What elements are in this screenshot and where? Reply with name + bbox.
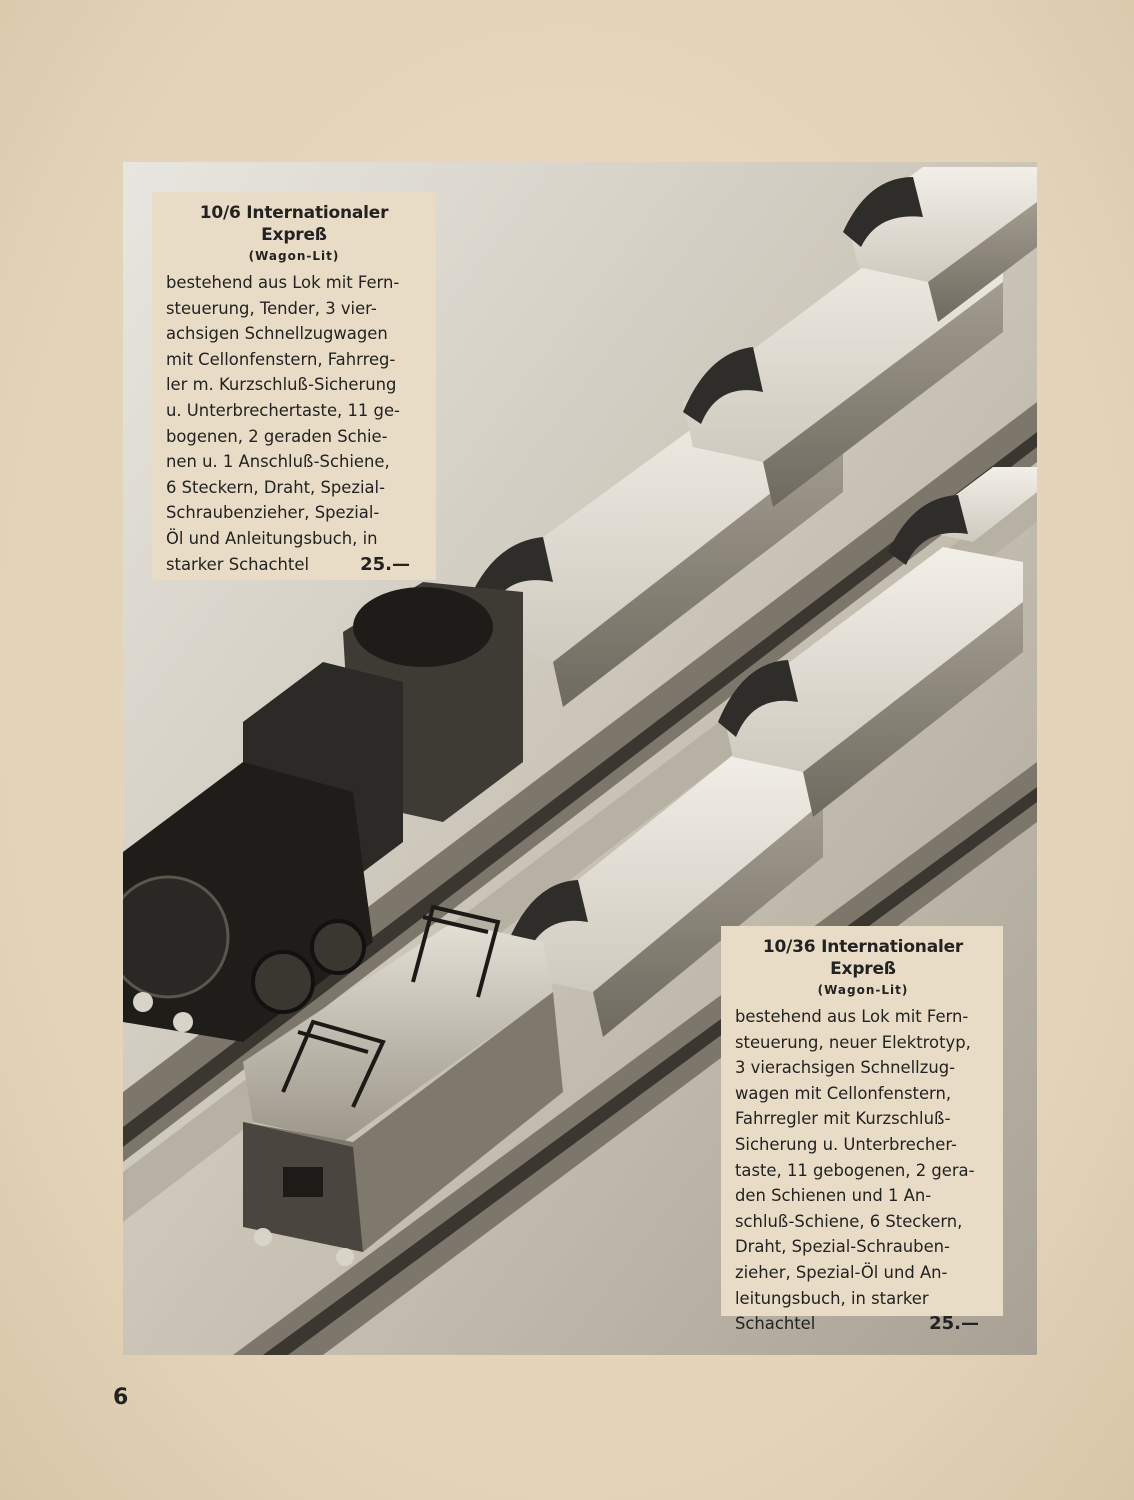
caption-top-line: mit Cellonfenstern, Fahrreg- [166, 349, 396, 369]
eloc-window [283, 1167, 323, 1197]
caption-top-line: Öl und Anleitungsbuch, in [166, 528, 378, 548]
caption-box-top [152, 192, 436, 580]
smokebox-door [123, 877, 228, 997]
caption-top-line: 6 Steckern, Draht, Spezial- [166, 477, 386, 497]
eloc-lamp-left [254, 1228, 272, 1246]
headlamp-right [173, 1012, 193, 1032]
caption-top-subtitle: (Wagon-Lit) [248, 249, 340, 263]
caption-top-title: 10/6 Internationaler Expreß [199, 203, 389, 245]
caption-bottom-line: Fahrregler mit Kurzschluß- [735, 1109, 951, 1129]
caption-bottom-line: leitungsbuch, in starker [735, 1288, 929, 1308]
caption-bottom-line: den Schienen und 1 An- [735, 1186, 932, 1206]
caption-bottom-line: taste, 11 gebogenen, 2 gera- [735, 1160, 975, 1180]
caption-bottom-body [735, 1004, 991, 1337]
caption-top-line: nen u. 1 Anschluß-Schiene, [166, 452, 390, 472]
coal-load [353, 587, 493, 667]
caption-bottom-line: schluß-Schiene, 6 Steckern, [735, 1211, 963, 1231]
caption-bottom-price: 25.— [929, 1313, 979, 1335]
caption-bottom-last-line: Schachtel [735, 1314, 816, 1334]
caption-top-line: bestehend aus Lok mit Fern- [166, 273, 400, 292]
caption-bottom-title: 10/36 Internationaler Expreß [762, 937, 964, 979]
caption-bottom-line: 3 vierachsigen Schnellzug- [735, 1058, 956, 1078]
headlamp-left [133, 992, 153, 1012]
caption-box-bottom [721, 926, 1003, 1335]
caption-bottom-line: Draht, Spezial-Schrauben- [735, 1237, 950, 1257]
caption-top-line: bogenen, 2 geraden Schie- [166, 426, 388, 446]
eloc-lamp-right [336, 1248, 354, 1266]
caption-top-price-row [166, 552, 422, 578]
caption-bottom-subtitle: (Wagon-Lit) [817, 983, 909, 997]
caption-top-line: ler m. Kurzschluß-Sicherung [166, 375, 397, 395]
drive-wheel [253, 952, 313, 1012]
caption-bottom-line: wagen mit Cellonfenstern, [735, 1083, 952, 1103]
drive-wheel-2 [312, 921, 364, 973]
caption-bottom-line: bestehend aus Lok mit Fern- [735, 1007, 969, 1026]
page-number: 6 [113, 1385, 129, 1410]
caption-top-line: u. Unterbrechertaste, 11 ge- [166, 400, 400, 420]
caption-bottom-line: zieher, Spezial-Öl und An- [735, 1262, 948, 1282]
caption-bottom-line: Sicherung u. Unterbrecher- [735, 1134, 957, 1154]
caption-top-price: 25.— [360, 553, 410, 575]
caption-bottom-line: steuerung, neuer Elektrotyp, [735, 1032, 971, 1052]
caption-top-body [166, 270, 422, 577]
caption-top-line: achsigen Schnellzugwagen [166, 324, 388, 344]
caption-top-line: Schraubenzieher, Spezial- [166, 503, 380, 523]
caption-top-last-line: starker Schachtel [166, 554, 310, 574]
caption-bottom-price-row [735, 1311, 991, 1337]
caption-top-line: steuerung, Tender, 3 vier- [166, 298, 377, 318]
